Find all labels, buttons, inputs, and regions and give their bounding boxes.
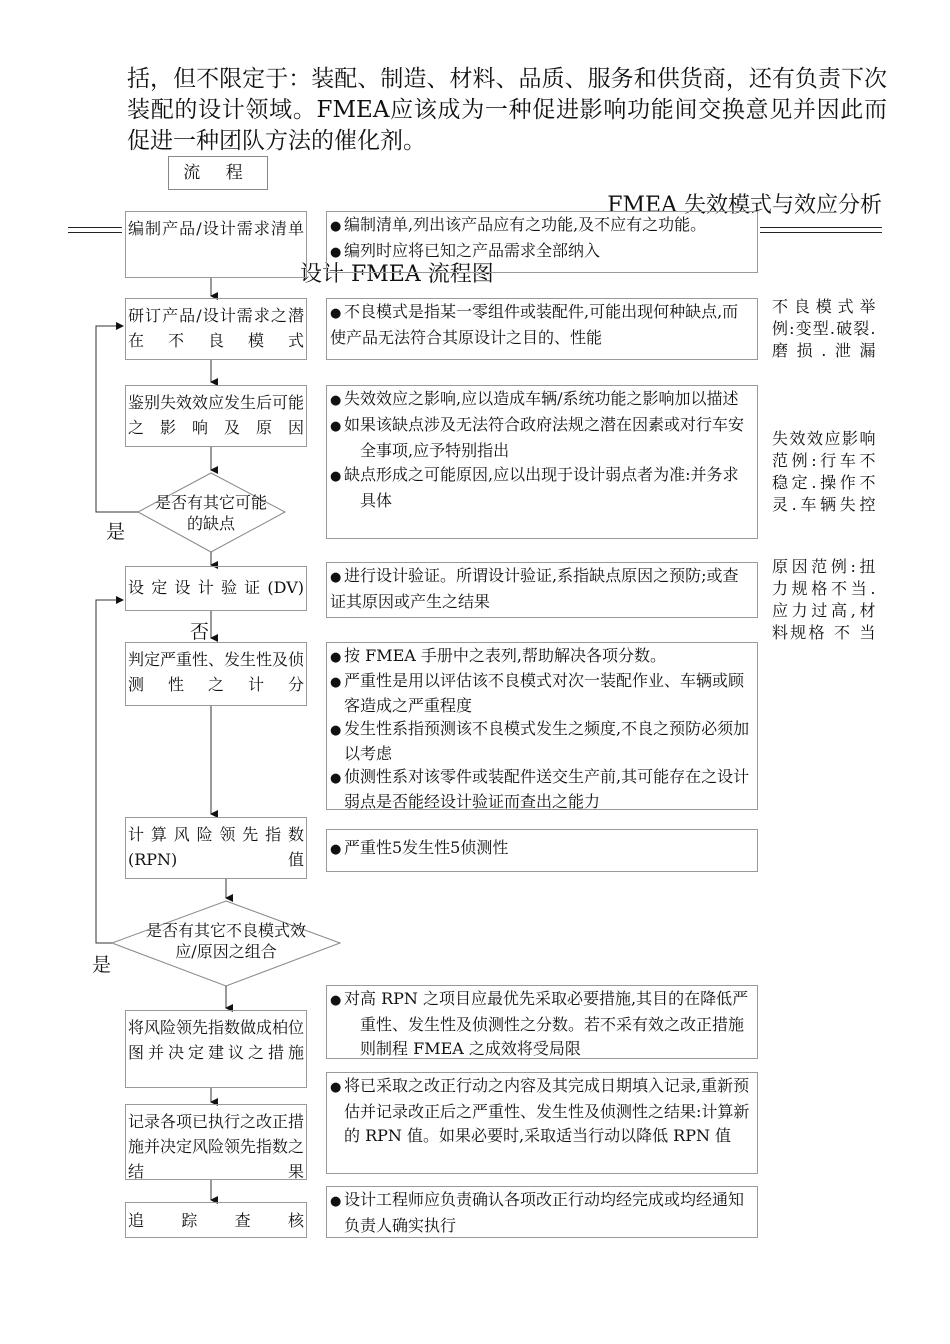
desc-8-item-1: ● 将已采取之改正行动之内容及其完成日期填入记录,重新预估并记录改正后之严重性、发生性及侦测性之结果:计算新的 RPN 值。如果必要时,采取适当行动以降低 RPN 值 <box>330 1074 754 1148</box>
yes-label-1: 是 <box>106 521 126 543</box>
step-pareto-actions: 将风险领先指数做成柏位图并决定建议之措施 <box>125 1010 307 1088</box>
side-note-failure-modes-text: 不良模式举例:变型.破裂.磨损.泄漏 <box>772 297 876 360</box>
step-follow-up: 追 踪 查 核 <box>125 1202 307 1238</box>
step-score-rating: 判定严重性、发生性及侦测性之计分 <box>125 642 307 706</box>
no-label: 否 <box>190 621 210 643</box>
desc-5-item-1: ● 按 FMEA 手册中之表列,帮助解决各项分数。 <box>330 644 754 669</box>
side-note-effects-text: 失效效应影响范例:行车不稳定.操作不灵.车辆失控 <box>772 429 876 514</box>
header-title: FMEA 失效模式与效应分析 <box>607 193 882 218</box>
side-note-effects <box>772 428 876 516</box>
flow-label: 流 程 <box>168 156 268 190</box>
desc-5-item-3: ● 发生性系指预测该不良模式发生之频度,不良之预防必须加以考虑 <box>330 717 754 765</box>
decision-2-text: 是否有其它不良模式效应/原因之组合 <box>145 921 306 961</box>
desc-rpn <box>326 829 758 872</box>
desc-design-verification <box>326 562 758 618</box>
step-design-verification: 设定设计验证(DV) <box>125 566 307 611</box>
desc-9-item-1: ● 设计工程师应负责确认各项改正行动均经完成或均经通知负责人确实执行 <box>330 1188 754 1238</box>
side-note-causes-text: 原因范例:扭力规格不当.应力过高,材料规格 不 当 <box>772 557 876 642</box>
desc-record-actions <box>326 1072 758 1174</box>
desc-5-item-4: ● 侦测性系对该零件或装配件送交生产前,其可能存在之设计弱点是否能经设计验证而查出之能力 <box>330 765 754 813</box>
desc-6-item-1: ● 严重性5发生性5侦测性 <box>330 831 754 867</box>
step-potential-failure-modes: 研订产品/设计需求之潜在不良模式 <box>125 298 307 360</box>
desc-4-item-1: ● 进行设计验证。所谓设计验证,系指缺点原因之预防;或查证其原因或产生之结果 <box>330 564 754 614</box>
decision-1-text: 是否有其它可能的缺点 <box>154 493 267 533</box>
desc-1-item-2: ● 编列时应将已知之产品需求全部纳入 <box>330 239 754 265</box>
desc-compile-requirements <box>326 211 758 273</box>
desc-failure-modes <box>326 298 758 360</box>
step-identify-effects-causes: 鉴别失效效应发生后可能之影响及原因 <box>125 385 307 447</box>
desc-1-item-1: ● 编制清单,列出该产品应有之功能,及不应有之功能。 <box>330 213 754 239</box>
desc-score-rating <box>326 642 758 810</box>
side-note-causes <box>772 556 876 644</box>
desc-effects-causes <box>326 385 758 539</box>
loop-yes-2 <box>96 600 123 943</box>
desc-2-item-1: ● 不良模式是指某一零组件或装配件,可能出现何种缺点,而使产品无法符合其原设计之目的、性能 <box>330 300 754 350</box>
desc-5-item-2: ● 严重性是用以评估该不良模式对次一装配作业、车辆或顾客造成之严重程度 <box>330 669 754 717</box>
desc-pareto-actions <box>326 985 758 1059</box>
step-calculate-rpn: 计算风险领先指数(RPN)值 <box>125 817 307 879</box>
step-record-actions: 记录各项已执行之改正措施并决定风险领先指数之结果 <box>125 1104 307 1180</box>
desc-3-item-2: ● 如果该缺点涉及无法符合政府法规之潜在因素或对行车安全事项,应予特别指出 <box>330 413 754 463</box>
yes-label-2: 是 <box>92 954 112 976</box>
desc-follow-up <box>326 1186 758 1238</box>
desc-3-item-3: ● 缺点形成之可能原因,应以出现于设计弱点者为准:并务求具体 <box>330 463 754 513</box>
side-note-failure-modes <box>772 296 876 362</box>
desc-3-item-1: ● 失效效应之影响,应以造成车辆/系统功能之影响加以描述 <box>330 387 754 413</box>
step-compile-requirements: 编制产品/设计需求清单 <box>125 211 307 278</box>
intro-paragraph: 括，但不限定于：装配、制造、材料、品质、服务和供货商，还有负责下次装配的设计领域。FMEA应该成为一种促进影响功能间交换意见并因此而促进一种团队方法的催化剂。 <box>127 66 887 154</box>
flow-subtitle: 设计 FMEA 流程图 <box>300 262 494 287</box>
desc-7-item-1: ● 对高 RPN 之项目应最优先采取必要措施,其目的在降低严重性、发生性及侦测性之分数。若不采有效之改正措施则制程 FMEA 之成效将受局限 <box>330 987 754 1061</box>
